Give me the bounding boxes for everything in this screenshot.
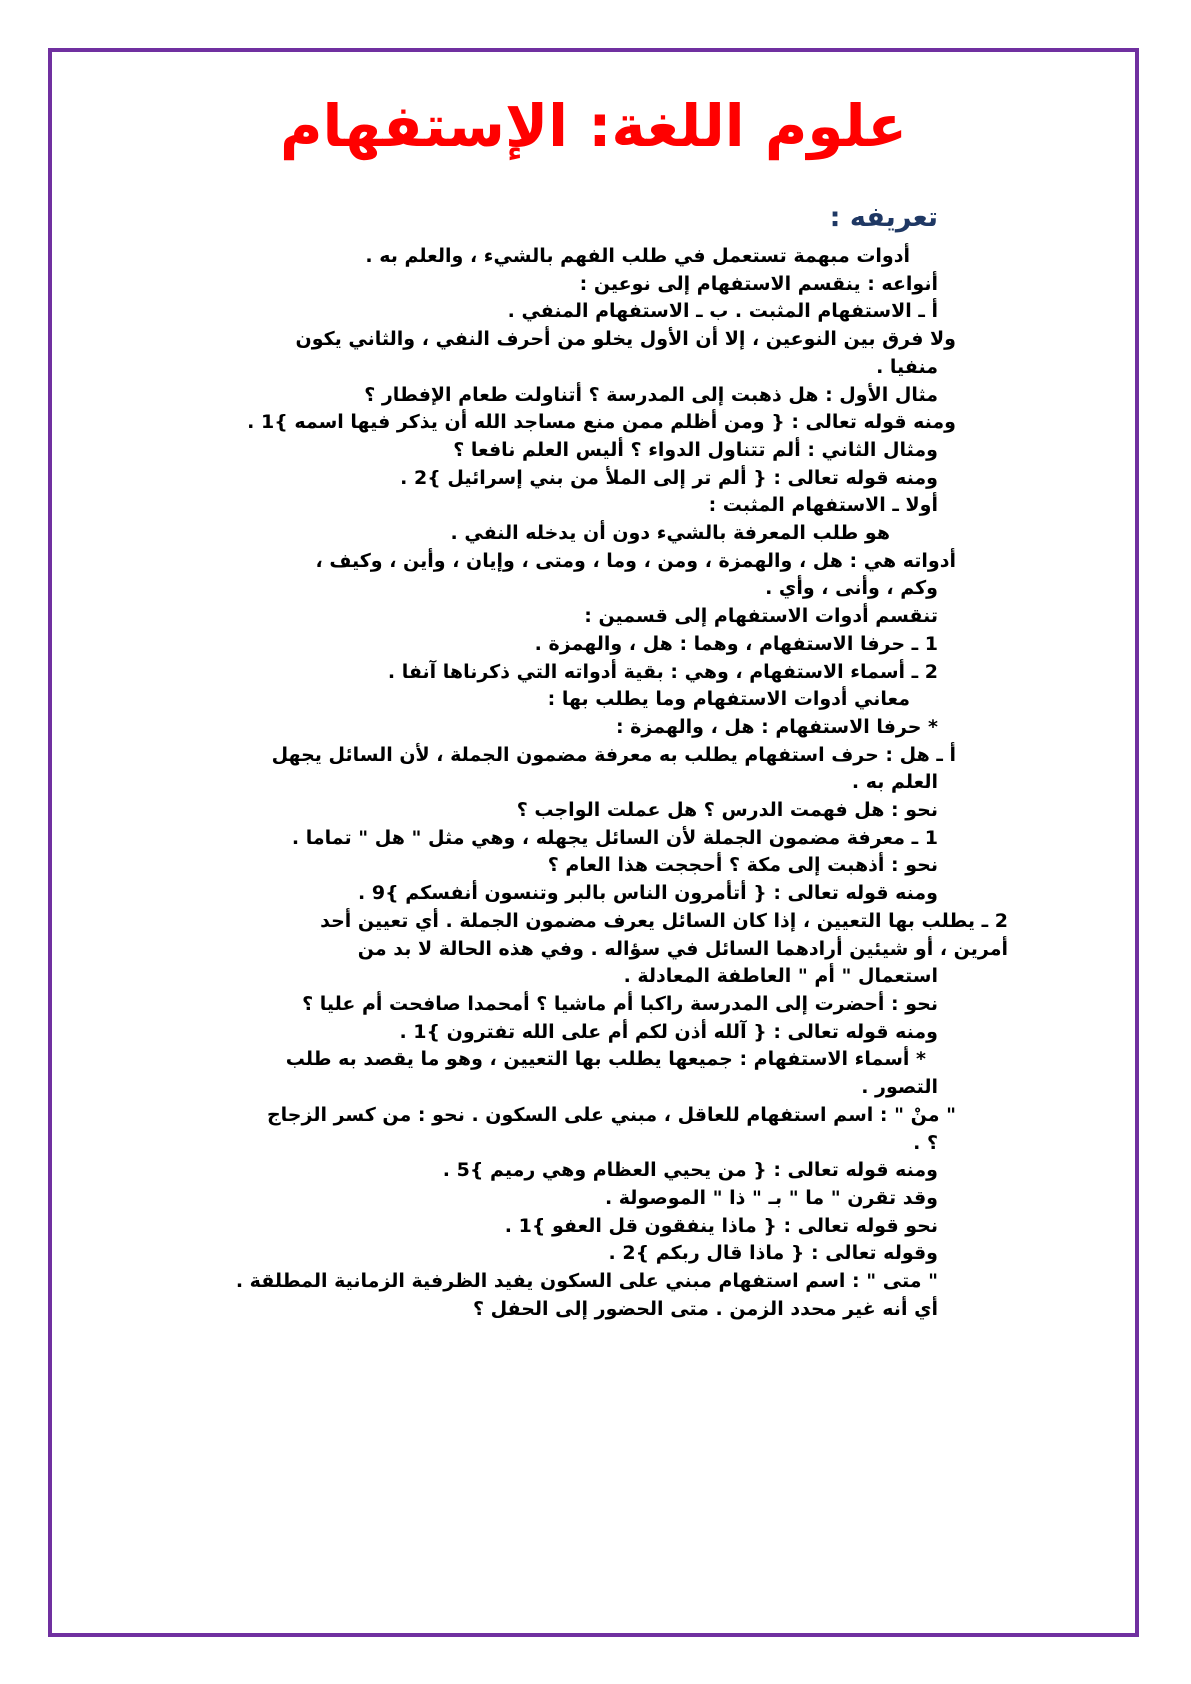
text-line: 1 ـ معرفة مضمون الجملة لأن السائل يجهله ، وهي مثل " هل " تماما . [291,826,938,849]
text-line: ومنه قوله تعالى : { آلله أذن لكم أم على الله تفترون }1 . [399,1020,938,1043]
text-line: استعمال " أم " العاطفة المعادلة . [623,965,938,988]
document-body [235,243,1008,1323]
text-line: نحو : هل فهمت الدرس ؟ هل عملت الواجب ؟ [516,799,938,822]
text-line: نحو : أحضرت إلى المدرسة راكبا أم ماشيا ؟ أمحمدا صافحت أم عليا ؟ [302,992,938,1015]
text-line: ؟ . [913,1131,938,1154]
text-line: مثال الأول : هل ذهبت إلى المدرسة ؟ أتناولت طعام الإفطار ؟ [364,383,938,406]
text-line: منفيا . [876,355,938,378]
text-line: وكم ، وأنى ، وأي . [765,577,938,600]
text-line: أدواته هي : هل ، والهمزة ، ومن ، وما ، ومتى ، وإيان ، وأين ، وكيف ، [315,549,956,572]
text-line: " منْ " : اسم استفهام للعاقل ، مبني على السكون . نحو : من كسر الزجاج [266,1103,956,1126]
text-line: ومثال الثاني : ألم تتناول الدواء ؟ أليس العلم نافعا ؟ [453,438,938,461]
text-line: أولا ـ الاستفهام المثبت : [708,494,938,517]
text-line: تنقسم أدوات الاستفهام إلى قسمين : [584,605,938,628]
section-heading: تعريفه : [829,202,938,233]
text-line: معاني أدوات الاستفهام وما يطلب بها : [547,688,910,711]
page-title: علوم اللغة: الإستفهام [279,92,908,160]
text-line: أمرين ، أو شيئين أرادهما السائل في سؤاله . وفي هذه الحالة لا بد من [357,937,1008,960]
text-line: ومنه قوله تعالى : { ومن أظلم ممن منع مساجد الله أن يذكر فيها اسمه }1 . [247,411,956,434]
text-line: " متى " : اسم استفهام مبني على السكون يفيد الظرفية الزمانية المطلقة . [235,1270,938,1293]
text-line: هو طلب المعرفة بالشيء دون أن يدخله النفي . [450,522,890,545]
text-line: أ ـ الاستفهام المثبت . ب ـ الاستفهام المنفي . [507,300,938,323]
text-line: أ ـ هل : حرف استفهام يطلب به معرفة مضمون الجملة ، لأن السائل يجهل [271,743,956,766]
text-line: * أسماء الاستفهام : جميعها يطلب بها التعيين ، وهو ما يقصد به طلب [285,1048,926,1071]
text-line: العلم به . [851,771,938,794]
text-line: 1 ـ حرفا الاستفهام ، وهما : هل ، والهمزة . [534,632,938,655]
text-line: أنواعه : ينقسم الاستفهام إلى نوعين : [579,272,938,295]
text-line: * حرفا الاستفهام : هل ، والهمزة : [615,715,938,738]
text-line: ومنه قوله تعالى : { ألم تر إلى الملأ من بني إسرائيل }2 . [400,466,938,489]
text-line: 2 ـ يطلب بها التعيين ، إذا كان السائل يعرف مضمون الجملة . أي تعيين أحد [320,909,1008,932]
text-line: ومنه قوله تعالى : { أتأمرون الناس بالبر وتنسون أنفسكم }9 . [358,882,938,905]
text-line: ومنه قوله تعالى : { من يحيي العظام وهي رميم }5 . [442,1159,938,1182]
text-line: نحو قوله تعالى : { ماذا ينفقون قل العفو }1 . [504,1214,938,1237]
text-line: التصور . [861,1076,938,1099]
text-line: ولا فرق بين النوعين ، إلا أن الأول يخلو من أحرف النفي ، والثاني يكون [295,328,956,351]
text-line: 2 ـ أسماء الاستفهام ، وهي : بقية أدواته التي ذكرناها آنفا . [387,660,938,683]
text-line: أدوات مبهمة تستعمل في طلب الفهم بالشيء ، والعلم به . [365,245,910,267]
text-line: أي أنه غير محدد الزمن . متى الحضور إلى الحفل ؟ [472,1297,938,1320]
text-line: وقد تقرن " ما " بـ " ذا " الموصولة . [604,1186,938,1209]
text-line: نحو : أذهبت إلى مكة ؟ أحججت هذا العام ؟ [547,854,938,877]
text-line: وقوله تعالى : { ماذا قال ربكم }2 . [608,1242,938,1265]
